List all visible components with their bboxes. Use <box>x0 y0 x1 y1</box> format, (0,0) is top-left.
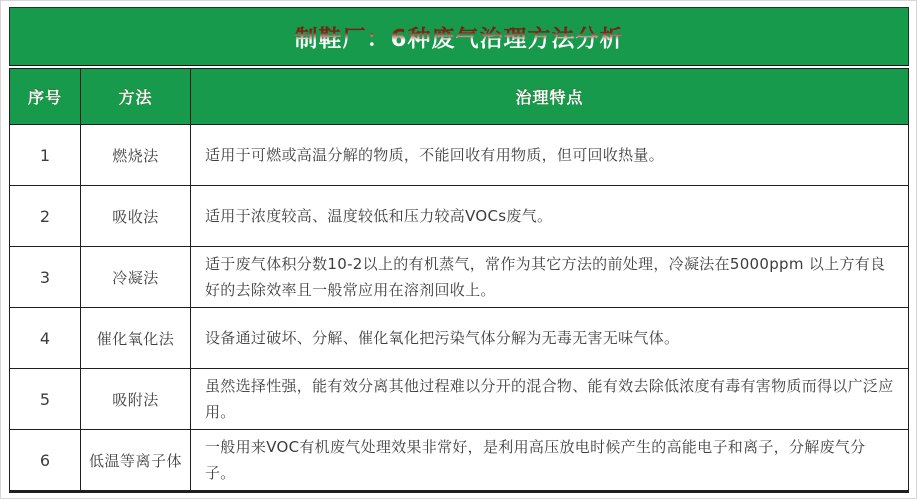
treatment-methods-grid <box>9 68 909 493</box>
row2-no-cell: 2 <box>10 186 81 247</box>
row2-feature-cell: 适用于浓度较高、温度较低和压力较高VOCs废气。 <box>191 186 908 247</box>
row1-no-cell: 1 <box>10 125 81 186</box>
treatment-table <box>9 7 909 493</box>
row4-method-cell: 催化氧化法 <box>81 308 191 369</box>
row1-method-cell: 燃烧法 <box>81 125 191 186</box>
row4-feature-cell: 设备通过破坏、分解、催化氧化把污染气体分解为无毒无害无味气体。 <box>191 308 908 369</box>
row2-method-cell: 吸收法 <box>81 186 191 247</box>
row6-feature-cell: 一般用来VOC有机废气处理效果非常好，是利用高压放电时候产生的高能电子和离子，分解废气分子。 <box>191 430 908 491</box>
col-header-method: 方法 <box>81 68 191 125</box>
table-title-bar <box>9 7 909 66</box>
row5-method-cell: 吸附法 <box>81 369 191 430</box>
row3-no-cell: 3 <box>10 247 81 308</box>
col-header-no: 序号 <box>10 68 81 125</box>
row3-feature-cell: 适于废气体积分数10-2以上的有机蒸气，常作为其它方法的前处理，冷凝法在5000ppm 以上方有良好的去除效率且一般常应用在溶剂回收上。 <box>191 247 908 308</box>
row6-no-cell: 6 <box>10 430 81 491</box>
row1-feature-cell: 适用于可燃或高温分解的物质，不能回收有用物质，但可回收热量。 <box>191 125 908 186</box>
col-header-feature: 治理特点 <box>191 68 908 125</box>
row5-no-cell: 5 <box>10 369 81 430</box>
row3-method-cell: 冷凝法 <box>81 247 191 308</box>
row4-no-cell: 4 <box>10 308 81 369</box>
table-title: 制鞋厂：6种废气治理方法分析 <box>294 20 623 53</box>
row5-feature-cell: 虽然选择性强，能有效分离其他过程难以分开的混合物、能有效去除低浓度有毒有害物质而得以广泛应用。 <box>191 369 908 430</box>
row6-method-cell: 低温等离子体 <box>81 430 191 491</box>
